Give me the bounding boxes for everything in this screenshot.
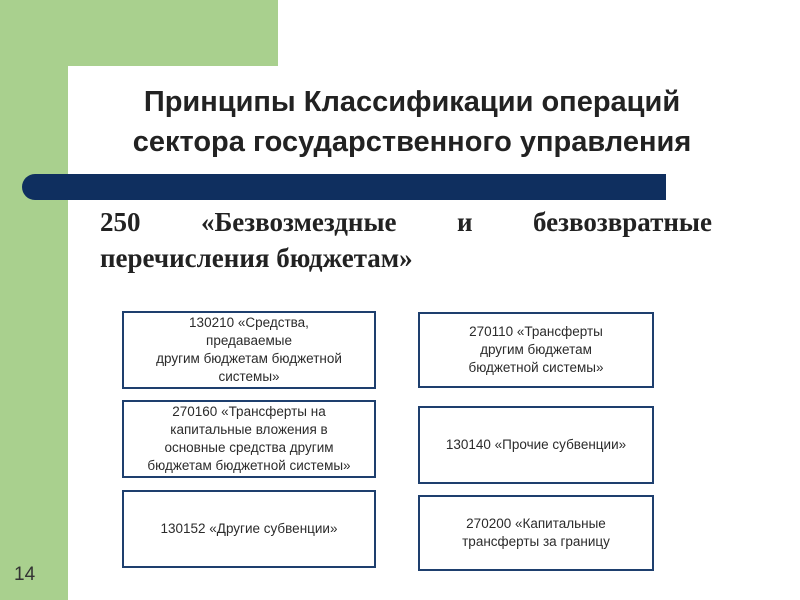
code-box-130140 [418,406,654,484]
subtitle-line-1: 250 «Безвозмездные и безвозвратные [100,207,712,237]
code-box-text: 270110 «Трансферты другим бюджетам бюджетной системы» [468,324,604,375]
slide-title [82,82,742,162]
code-box-270110 [418,312,654,388]
code-box-text: 130152 «Другие субвенции» [160,521,338,536]
page-number: 14 [14,564,36,585]
code-box-text: 270160 «Трансферты на капитальные вложения в основные средства другим бюджетам бюджетной системы» [147,404,351,473]
code-box-130152 [122,490,376,568]
slide-subtitle [100,204,712,276]
title-line-2: сектора государственного управления [132,126,692,158]
code-box-text: 130210 «Средства, предаваемые другим бюджетам бюджетной системы» [156,315,342,384]
code-box-270200 [418,495,654,571]
title-line-1: Принципы Классификации операций [143,86,681,118]
green-side-band [0,0,68,600]
title-divider-bar [22,174,666,200]
subtitle-line-2: перечисления бюджетам» [100,243,413,273]
code-box-text: 270200 «Капитальные трансферты за границу [462,516,610,549]
green-top-band [0,0,278,66]
code-box-270160 [122,400,376,478]
code-box-text: 130140 «Прочие субвенции» [445,437,627,452]
code-box-130210 [122,311,376,389]
